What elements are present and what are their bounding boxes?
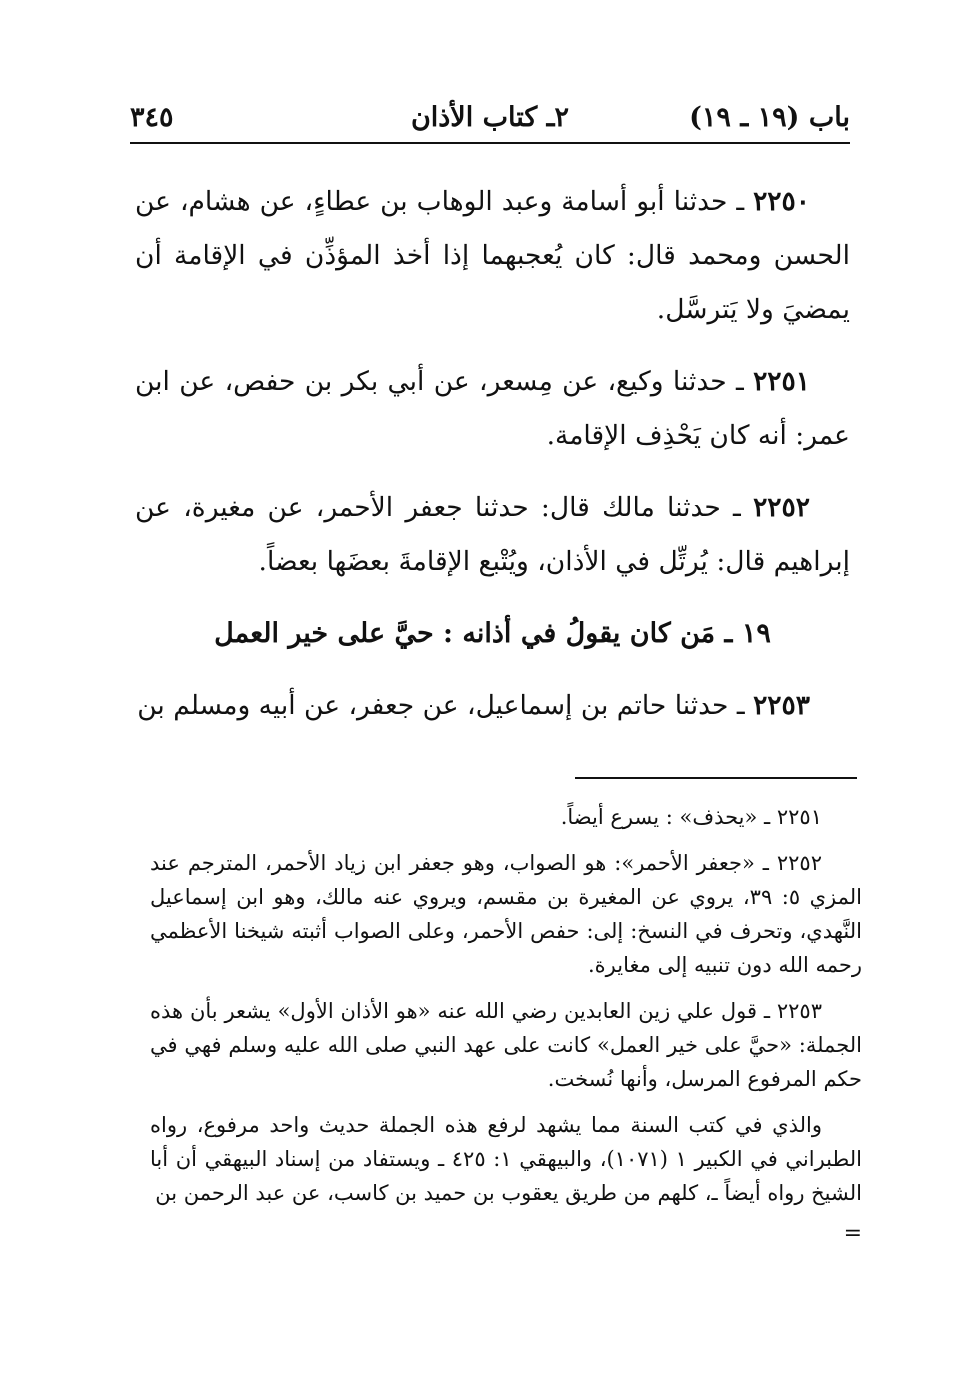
page-number: ٣٤٥ <box>130 102 174 133</box>
page-header <box>130 100 850 144</box>
footnote-separator <box>575 777 857 779</box>
footnote-2251: ٢٢٥١ ـ «يحذف» : يسرع أيضاً. <box>560 805 822 829</box>
hadith-text: ـ حدثنا وكيع، عن مِسعر، عن أبي بكر بن حفص، عن ابن عمر: أنه كان يَحْذِف الإقامة. <box>135 366 850 451</box>
hadith-text: ـ حدثنا مالك قال: حدثنا جعفر الأحمر، عن مغيرة، عن إبراهيم قال: يُرتِّل في الأذان، ويُتْبع الإقامةَ بعضَها بعضاً. <box>135 492 850 577</box>
continuation-mark: = <box>843 1221 862 1246</box>
chapter-heading: ١٩ ـ مَن كان يقولُ في أذانه : حيَّ على خير العمل <box>214 618 771 649</box>
hadith-2250 <box>135 175 850 337</box>
hadith-2253 <box>135 679 850 733</box>
hadith-number: ٢٢٥٣ <box>753 690 810 721</box>
hadith-text: ـ حدثنا حاتم بن إسماعيل، عن جعفر، عن أبيه ومسلم بن <box>137 690 754 721</box>
hadith-2251 <box>135 355 850 463</box>
hadith-number: ٢٢٥٠ <box>753 186 810 217</box>
footnote-2253: ٢٢٥٣ ـ قول علي زين العابدين رضي الله عنه «هو الأذان الأول» يشعر بأن هذه الجملة: «حيَّ على خير العمل» كانت على عهد النبي صلى الله عليه وسلم فهي في حكم المرفوع المرسل، وأنها نُسخت. <box>150 999 862 1091</box>
footnote-continuation: والذي في كتب السنة مما يشهد لرفع هذه الجملة حديث واحد مرفوع، رواه الطبراني في الكبير ١ (١٠٧١)، والبيهقي ١: ٤٢٥ ـ ويستفاد من إسناد البيهقي أن أبا الشيخ رواه أيضاً ـ، كلهم من طريق يعقوب بن حميد بن كاسب، عن عبد الرحمن بن <box>150 1113 862 1205</box>
footnote-2252: ٢٢٥٢ ـ «جعفر الأحمر»: هو الصواب، وهو جعفر ابن زياد الأحمر، المترجم عند المزي ٥: ٣٩، يروي عن المغيرة بن مقسم، ويروي عنه مالك، وهو ابن إسماعيل النَّهدي، وتحرف في النسخ: إلى: حفص الأحمر، وعلى الصواب أثبته شيخنا الأعظمي رحمه الله دون تنبيه إلى مغايرة. <box>150 851 862 977</box>
footnotes <box>150 800 862 1246</box>
hadith-number: ٢٢٥١ <box>753 366 810 397</box>
hadith-number: ٢٢٥٢ <box>753 492 810 523</box>
book-title: ٢ـ كتاب الأذان <box>410 102 570 133</box>
header-rule <box>130 142 850 144</box>
chapter-reference: باب (١٩ ـ ١٩) <box>689 102 850 133</box>
main-text <box>135 175 850 751</box>
hadith-2252 <box>135 481 850 589</box>
hadith-text: ـ حدثنا أبو أسامة وعبد الوهاب بن عطاءٍ، عن هشام، عن الحسن ومحمد قال: كان يُعجبهما إذا أخذ المؤذِّن في الإقامة أن يمضيَ ولا يَترسَّل. <box>135 186 850 325</box>
